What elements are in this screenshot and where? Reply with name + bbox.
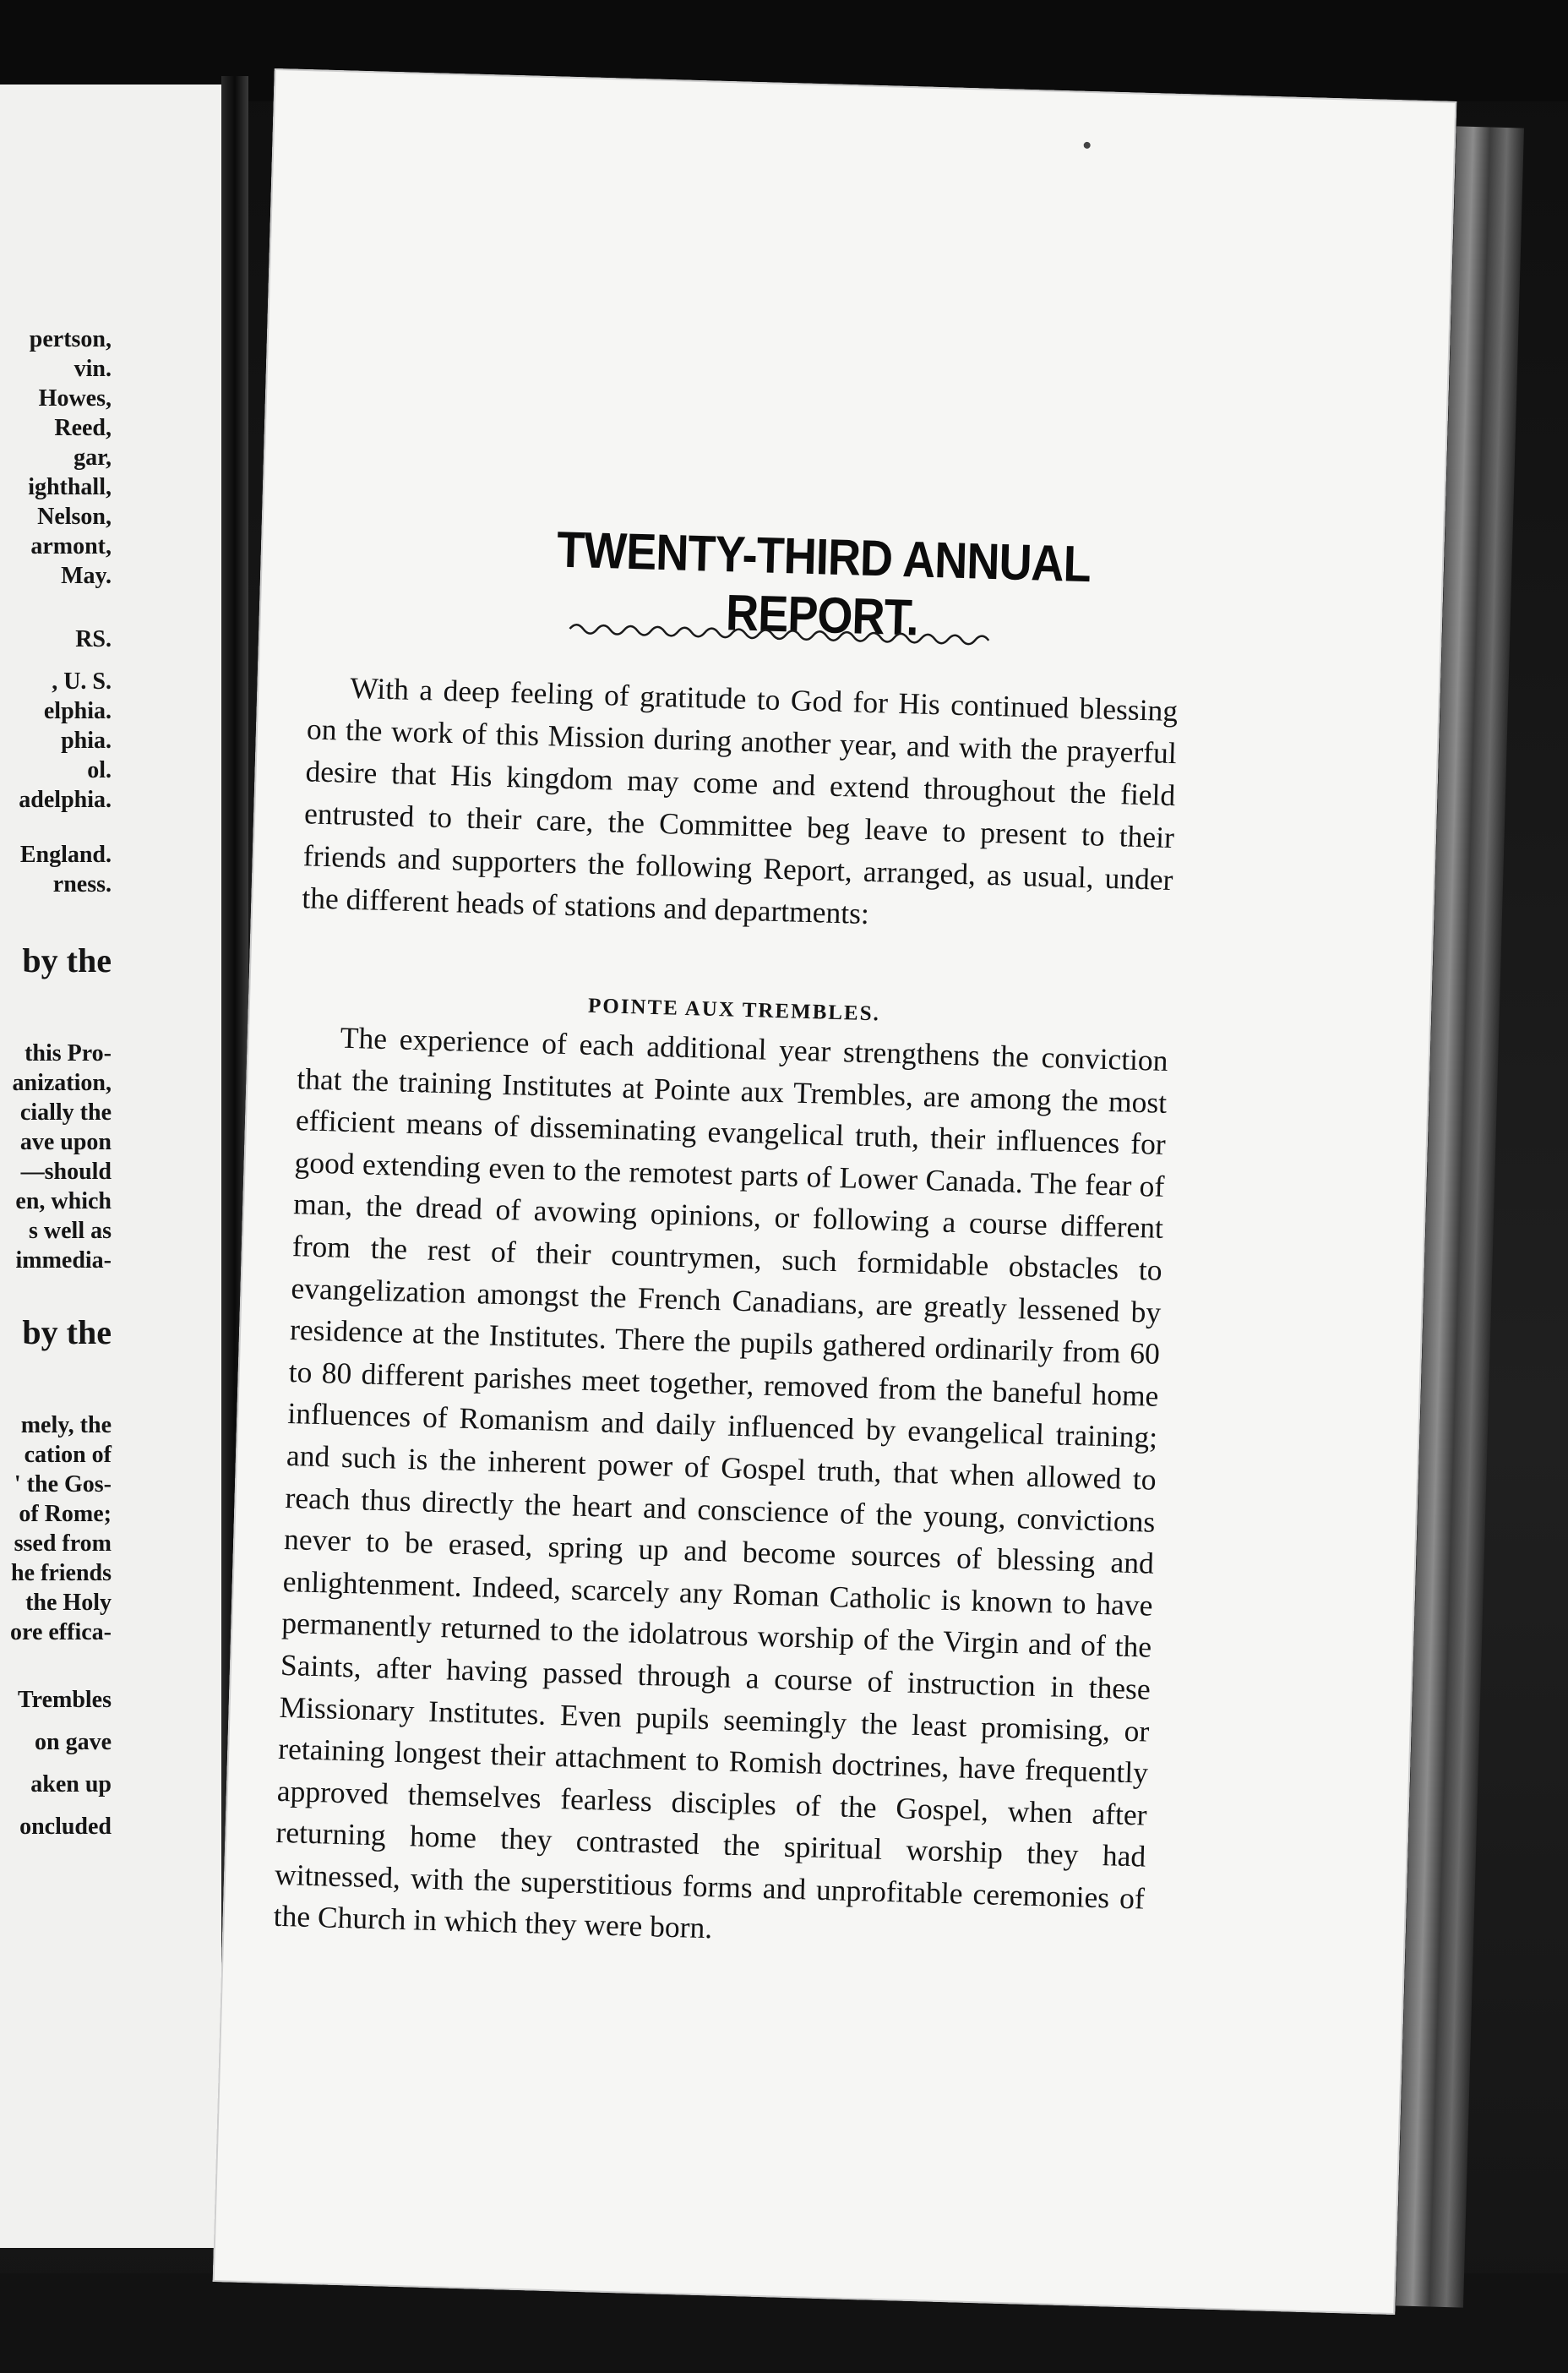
left-page-line: May. <box>61 563 112 589</box>
left-page-line: en, which <box>15 1188 112 1214</box>
ink-speck <box>1084 142 1091 149</box>
left-page-line: England. <box>19 842 112 868</box>
left-page-line: phia. <box>61 728 112 754</box>
left-page-line: gar, <box>74 445 112 471</box>
left-page-line: ssed from <box>14 1530 112 1557</box>
section-paragraph: The experience of each additional year strengthens the conviction that the training Institutes at Pointe aux Trembles, are among the most efficient means of disseminating evangelical truth, their influences for good extending even to the remotest parts of Lower Canada. The fear of man, the dread of avowing opinions, or following a course different from the rest of their countrymen, such formidable obstacles to evangelization amongst the French Canadians, are greatly lessened by residence at the Institutes. There the pupils gathered ordinarily from 60 to 80 different parishes meet together, removed from the baneful home influences of Romanism and daily influenced by evangelical training; and such is the inherent power of Gospel truth, that when allowed to reach thus directly the heart and conscience of the young, convictions never to be erased, spring up and become sources of blessing and enlightenment. Indeed, scarcely any Roman Catholic is known to have permanently returned to the idolatrous worship of the Virgin and of the Saints, after having passed through a course of instruction in these Missionary Institutes. Even pupils seemingly the least promising, or retaining longest their attachment to Romish doctrines, have frequently approved themselves fearless disciples of the Gospel, when after returning home they contrasted the spiritual worship they had witnessed, with the superstitious forms and unprofitable ceremonies of the Church in which they were born. <box>273 1020 1169 1945</box>
left-page-line: the Holy <box>25 1590 112 1616</box>
left-page-line: by the <box>22 941 112 979</box>
intro-paragraph: With a deep feeling of gratitude to God for His continued blessing on the work of this Mission during another year, and with the prayerful desire that His kingdom may come and extend throughout the field entrusted to their care, the Committee beg leave to present to their friends and supporters the following Report, arranged, as usual, under the different heads of stations and departments: <box>301 670 1179 931</box>
section-heading: POINTE AUX TREMBLES. <box>587 994 881 1026</box>
left-page-line: ol. <box>87 757 112 783</box>
left-page-line: Reed, <box>54 415 112 441</box>
left-page-line: of Rome; <box>19 1501 112 1527</box>
left-page-line: aken up <box>30 1771 112 1797</box>
left-page-line: this Pro- <box>24 1040 112 1066</box>
left-page-line: , U. S. <box>52 668 112 695</box>
left-page-line: ore effica- <box>10 1619 112 1645</box>
left-page-line: s well as <box>29 1218 112 1244</box>
left-page-line: mely, the <box>20 1412 112 1438</box>
left-page-line: by the <box>22 1313 112 1351</box>
left-page-line: ' the Gos- <box>14 1471 112 1497</box>
left-page-line: pertson, <box>29 326 112 352</box>
left-page-line: anization, <box>12 1070 112 1096</box>
report-title: TWENTY-THIRD ANNUAL REPORT. <box>556 521 1092 646</box>
previous-page-fragment <box>0 85 226 2248</box>
left-page-line: immedia- <box>15 1247 112 1274</box>
left-page-line: cially the <box>19 1099 112 1126</box>
left-page-line: oncluded <box>19 1814 112 1840</box>
left-page-line: ave upon <box>19 1129 112 1155</box>
left-page-line: vin. <box>74 356 112 382</box>
left-page-line: Howes, <box>38 385 112 412</box>
left-page-line: rness. <box>52 871 112 897</box>
main-page <box>213 68 1457 2315</box>
left-page-line: RS. <box>75 626 112 652</box>
left-page-line: he friends <box>11 1560 112 1586</box>
left-page-line: cation of <box>24 1442 112 1468</box>
left-page-line: ighthall, <box>28 474 112 500</box>
left-page-line: elphia. <box>43 698 112 724</box>
left-page-line: —should <box>20 1159 112 1185</box>
left-page-line: adelphia. <box>19 787 112 813</box>
left-page-line: Trembles <box>18 1687 112 1713</box>
left-page-line: armont, <box>30 533 112 559</box>
left-page-line: Nelson, <box>37 504 112 530</box>
left-page-line: on gave <box>35 1729 112 1755</box>
